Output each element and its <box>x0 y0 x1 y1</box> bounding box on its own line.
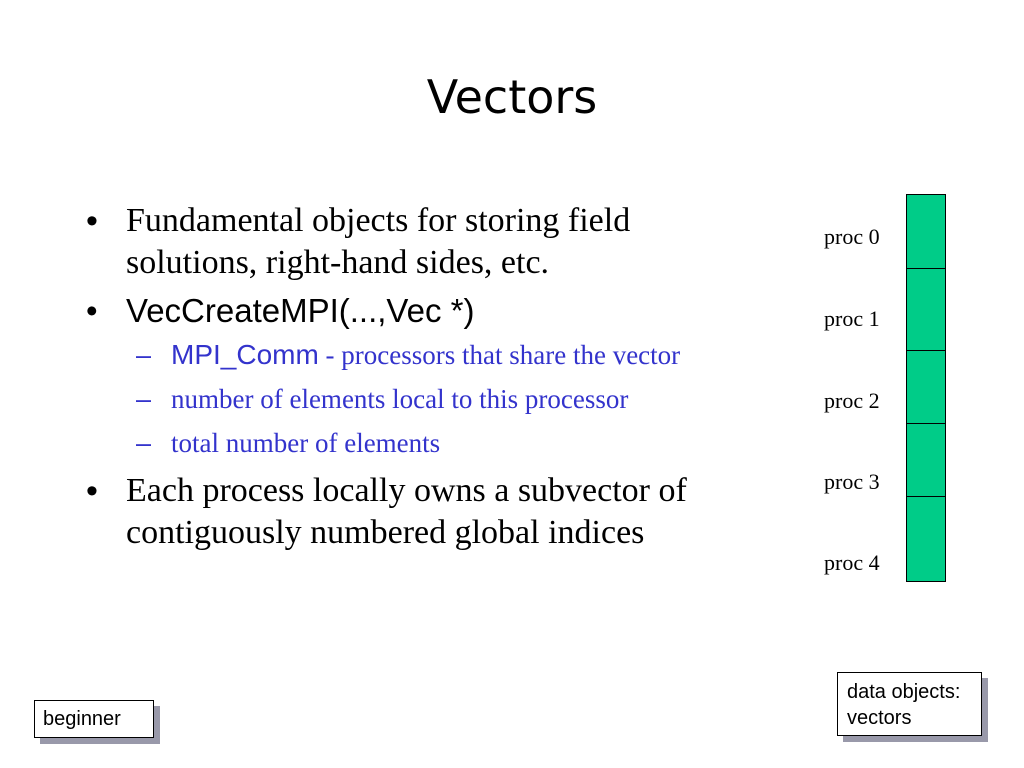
bullet-text: Each process locally owns a subvector of contiguously numbered global indices <box>126 472 687 551</box>
segment-divider <box>907 496 945 497</box>
bullet-icon: • <box>86 202 98 240</box>
bullet-list <box>86 200 766 560</box>
proc-label-4: proc 4 <box>824 550 880 575</box>
bullet-icon: • <box>86 292 98 329</box>
segment-divider <box>907 350 945 351</box>
proc-label-2: proc 2 <box>824 388 880 413</box>
sub-bullet-text: total number of elements <box>171 428 441 458</box>
dash-icon: – <box>136 340 152 370</box>
proc-label-3: proc 3 <box>824 469 880 494</box>
slide-title: Vectors <box>426 70 598 124</box>
sub-bullet-item <box>86 338 766 372</box>
dash-icon: – <box>136 428 152 458</box>
bullet-item <box>86 470 766 554</box>
proc-label-1: proc 1 <box>824 306 880 331</box>
sub-bullet-code: MPI_Comm <box>171 339 319 370</box>
level-tag: beginner <box>34 700 154 738</box>
topic-tag <box>837 672 982 736</box>
segment-divider <box>907 423 945 424</box>
bullet-icon: • <box>86 472 98 510</box>
bullet-text: VecCreateMPI(...,Vec *) <box>126 292 475 329</box>
vector-diagram <box>906 194 946 582</box>
topic-tag-line1: data objects: <box>847 681 961 703</box>
bullet-item <box>86 290 766 332</box>
sub-bullet-text: - processors that share the vector <box>318 340 681 370</box>
bullet-text: Fundamental objects for storing field solutions, right-hand sides, etc. <box>126 202 631 281</box>
proc-label-0: proc 0 <box>824 224 880 249</box>
dash-icon: – <box>136 384 152 414</box>
bullet-item <box>86 200 766 284</box>
segment-divider <box>907 268 945 269</box>
topic-tag-line2: vectors <box>847 707 912 729</box>
sub-bullet-item <box>86 426 766 460</box>
sub-bullet-text: number of elements local to this processor <box>171 384 629 414</box>
sub-bullet-item <box>86 382 766 416</box>
